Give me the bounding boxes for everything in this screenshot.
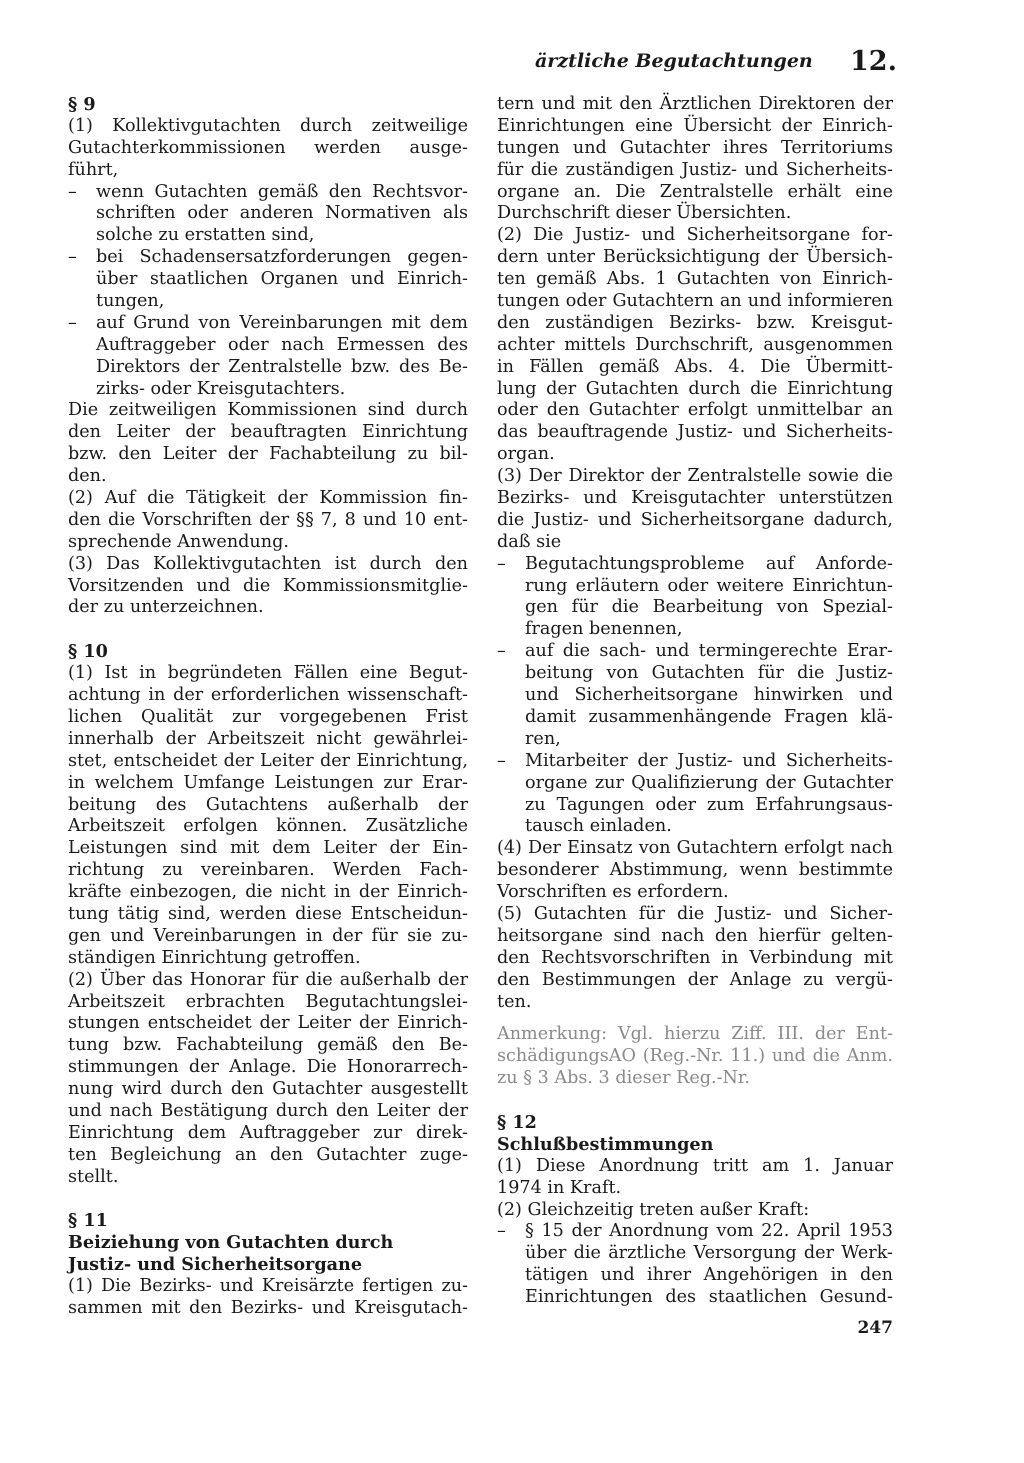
text-line: stungen entscheidet der Leiter der Einrich- bbox=[68, 1013, 468, 1034]
text-line: fragen benennen, bbox=[525, 619, 683, 640]
left-column bbox=[68, 94, 468, 1320]
text-line: der zu unterzeichnen. bbox=[68, 597, 264, 618]
list-item bbox=[497, 641, 893, 750]
text-line: (2) Über das Honorar für die außerhalb der bbox=[68, 969, 468, 990]
text-line: zirks- oder Kreisgutachters. bbox=[96, 378, 346, 399]
text-line: oder den Gutachter erfolgt unmittelbar an bbox=[497, 400, 893, 421]
section-gap bbox=[68, 1189, 468, 1211]
section-11-title: Beiziehung von Gutachten durch bbox=[68, 1232, 394, 1254]
text-line: kräfte einbezogen, die nicht in der Einrich- bbox=[68, 882, 468, 903]
text-line: Mitarbeiter der Justiz- und Sicherheits- bbox=[525, 750, 893, 771]
text-line: und Sicherheitsorgane hinwirken und bbox=[525, 685, 893, 706]
text-line: damit zusammenhängende Fragen klä- bbox=[525, 706, 893, 727]
text-line: Arbeitszeit erfolgen können. Zusätzliche bbox=[68, 816, 468, 837]
text-line: den Bestimmungen der Anlage zu vergü- bbox=[497, 969, 893, 990]
text-line: sammen mit den Bezirks- und Kreisgutach- bbox=[68, 1297, 468, 1318]
right-column bbox=[497, 94, 893, 1309]
section-11-heading: § 11 bbox=[68, 1210, 108, 1232]
text-line: § 15 der Anordnung vom 22. April 1953 bbox=[525, 1221, 893, 1242]
text-line: tausch einladen. bbox=[525, 816, 672, 837]
text-line: Einrichtung dem Auftraggeber zur direk- bbox=[68, 1122, 468, 1143]
text-line: tätigen und ihrer Angehörigen in den bbox=[525, 1265, 893, 1286]
section-9-heading: § 9 bbox=[68, 94, 96, 115]
text-line: zu Tagungen oder zum Erfahrungsaus- bbox=[525, 794, 893, 815]
text-line: den. bbox=[68, 466, 107, 487]
text-line: rung erläutern oder weitere Einrichtun- bbox=[525, 575, 893, 596]
note-gap bbox=[497, 1013, 893, 1024]
text-line: den Leiter der beauftragten Einrichtung bbox=[68, 422, 468, 443]
text-line: organ. bbox=[497, 444, 555, 465]
text-line: wenn Gutachten gemäß den Rechtsvor- bbox=[96, 181, 468, 202]
list-item bbox=[497, 554, 893, 642]
text-line: bei Schadensersatzforderungen gegen- bbox=[96, 247, 468, 268]
text-line: und nach Bestätigung durch den Leiter der bbox=[68, 1100, 468, 1121]
text-line: tungen oder Gutachtern an und informieren bbox=[497, 291, 893, 312]
list-item bbox=[68, 182, 468, 248]
text-line: über staatlichen Organen und Einrich- bbox=[96, 269, 468, 290]
text-line: beitung des Gutachtens außerhalb der bbox=[68, 794, 468, 815]
text-line: führt, bbox=[68, 159, 119, 180]
dash-bullet: – bbox=[497, 553, 506, 574]
text-line: Gutachterkommissionen werden ausge- bbox=[68, 137, 468, 158]
page-number: 247 bbox=[857, 1318, 893, 1338]
text-line: richtung zu vereinbaren. Werden Fach- bbox=[68, 860, 468, 881]
text-line: (1) Kollektivgutachten durch zeitweilige bbox=[68, 115, 468, 136]
text-line: bzw. den Leiter der Fachabteilung zu bil- bbox=[68, 444, 468, 465]
text-line: dern unter Berücksichtigung der Übersich- bbox=[497, 247, 893, 268]
text-line: Arbeitszeit erbrachten Begutachtungslei- bbox=[68, 991, 468, 1012]
dash-bullet: – bbox=[68, 181, 77, 202]
section-10-heading: § 10 bbox=[68, 641, 108, 663]
list-item bbox=[497, 1221, 893, 1309]
list-item bbox=[68, 247, 468, 313]
text-line: lichen Qualität zur vorgegebenen Frist bbox=[68, 706, 468, 727]
note-line: zu § 3 Abs. 3 dieser Reg.-Nr. bbox=[497, 1068, 751, 1089]
list-item bbox=[68, 313, 468, 401]
text-line: die Justiz- und Sicherheitsorgane dadurch, bbox=[497, 509, 893, 530]
text-line: den die Vorschriften der §§ 7, 8 und 10 ent- bbox=[68, 509, 468, 530]
text-line: Durchschrift dieser Übersichten. bbox=[497, 203, 792, 224]
text-line: besonderer Abstimmung, wenn bestimmte bbox=[497, 860, 893, 881]
text-line: tern und mit den Ärztlichen Direktoren der bbox=[497, 94, 893, 114]
text-line: lung der Gutachten durch die Einrichtung bbox=[497, 378, 893, 399]
text-line: ständigen Einrichtung getroffen. bbox=[68, 947, 361, 968]
text-line: stimmungen der Anlage. Die Honorarrech- bbox=[68, 1057, 468, 1078]
text-line: für die zuständigen Justiz- und Sicherheits- bbox=[497, 159, 893, 180]
text-line: achtung in der erforderlichen wissenschaft- bbox=[68, 685, 468, 706]
text-line: Einrichtungen eine Übersicht der Einrich- bbox=[497, 115, 893, 136]
text-line: auf die sach- und termingerechte Erar- bbox=[525, 641, 893, 662]
text-line: (5) Gutachten für die Justiz- und Sicher- bbox=[497, 903, 893, 924]
text-line: Leistungen sind mit dem Leiter der Ein- bbox=[68, 838, 468, 859]
text-line: Einrichtungen des staatlichen Gesund- bbox=[525, 1287, 893, 1308]
dash-bullet: – bbox=[68, 247, 77, 268]
text-line: stet, entscheidet der Leiter der Einrichtung, bbox=[68, 750, 468, 771]
text-line: ren, bbox=[525, 728, 561, 749]
text-line: stellt. bbox=[68, 1166, 119, 1187]
dash-bullet: – bbox=[497, 750, 506, 771]
section-gap bbox=[497, 1090, 893, 1112]
text-line: den zuständigen Bezirks- bzw. Kreisgut- bbox=[497, 312, 893, 333]
text-line: ten Begleichung an den Gutachter zuge- bbox=[68, 1144, 468, 1165]
dash-bullet: – bbox=[497, 641, 506, 662]
text-line: Bezirks- und Kreisgutachter unterstützen bbox=[497, 488, 893, 509]
text-line: (1) Diese Anordnung tritt am 1. Januar bbox=[497, 1155, 893, 1176]
text-line: in welchem Umfange Leistungen zur Erar- bbox=[68, 772, 468, 793]
text-line: (1) Ist in begründeten Fällen eine Begut- bbox=[68, 663, 468, 684]
text-line: daß sie bbox=[497, 531, 562, 552]
text-line: 1974 in Kraft. bbox=[497, 1177, 622, 1198]
text-line: (2) Die Justiz- und Sicherheitsorgane for- bbox=[497, 225, 893, 246]
text-line: innerhalb der Arbeitszeit nicht gewährlei- bbox=[68, 728, 468, 749]
note-line: schädigungsAO (Reg.-Nr. 11.) und die Anm. bbox=[497, 1046, 893, 1067]
section-11-title: Justiz- und Sicherheitsorgane bbox=[68, 1254, 363, 1276]
text-line: solche zu erstatten sind, bbox=[96, 225, 315, 246]
annotation-note bbox=[497, 1024, 893, 1090]
section-12-title: Schlußbestimmungen bbox=[497, 1133, 714, 1155]
text-line: Begutachtungsprobleme auf Anforde- bbox=[525, 553, 893, 574]
dash-bullet: – bbox=[68, 312, 77, 333]
text-line: gen und Vereinbarungen in der für sie zu- bbox=[68, 925, 468, 946]
text-line: den Rechtsvorschriften in Verbindung mit bbox=[497, 947, 893, 968]
text-line: heitsorgane sind nach den hierfür gelten- bbox=[497, 925, 893, 946]
dash-bullet: – bbox=[497, 1221, 506, 1242]
text-line: (3) Der Direktor der Zentralstelle sowie die bbox=[497, 466, 893, 487]
text-line: organe zur Qualifizierung der Gutachter bbox=[525, 772, 893, 793]
text-line: Die zeitweiligen Kommissionen sind durch bbox=[68, 400, 468, 421]
text-line: achter mittels Durchschrift, ausgenommen bbox=[497, 334, 893, 355]
text-line: (2) Auf die Tätigkeit der Kommission fin- bbox=[68, 488, 468, 509]
text-line: über die ärztliche Versorgung der Werk- bbox=[525, 1243, 893, 1264]
text-line: tungen, bbox=[96, 291, 165, 312]
chapter-number: 12. bbox=[850, 46, 897, 77]
text-line: schriften oder anderen Normativen als bbox=[96, 203, 468, 224]
note-line: Anmerkung: Vgl. hierzu Ziff. III. der Ent- bbox=[497, 1024, 893, 1045]
text-line: auf Grund von Vereinbarungen mit dem bbox=[96, 312, 468, 333]
list-item bbox=[497, 751, 893, 839]
text-line: sprechende Anwendung. bbox=[68, 531, 289, 552]
text-line: tung tätig sind, werden diese Entscheidun- bbox=[68, 903, 468, 924]
text-line: das beauftragende Justiz- und Sicherheits- bbox=[497, 422, 893, 443]
text-line: ten gemäß Abs. 1 Gutachten von Einrich- bbox=[497, 269, 893, 290]
text-line: (2) Gleichzeitig treten außer Kraft: bbox=[497, 1199, 810, 1220]
text-line: beitung von Gutachten für die Justiz- bbox=[525, 663, 893, 684]
text-line: in Fällen gemäß Abs. 4. Die Übermitt- bbox=[497, 356, 893, 377]
text-line: Vorschriften es erfordern. bbox=[497, 882, 729, 903]
section-gap bbox=[68, 619, 468, 641]
text-line: (1) Die Bezirks- und Kreisärzte fertigen zu- bbox=[68, 1276, 468, 1297]
text-line: gen für die Bearbeitung von Spezial- bbox=[525, 597, 893, 618]
text-line: Direktors der Zentralstelle bzw. des Be- bbox=[96, 356, 468, 377]
text-line: tungen und Gutachter ihres Territoriums bbox=[497, 137, 893, 158]
text-line: Auftraggeber oder nach Ermessen des bbox=[96, 334, 468, 355]
text-line: (4) Der Einsatz von Gutachtern erfolgt nach bbox=[497, 838, 893, 859]
text-line: Vorsitzenden und die Kommissionsmitglie- bbox=[68, 575, 468, 596]
section-12-heading: § 12 bbox=[497, 1111, 537, 1133]
text-line: ten. bbox=[497, 991, 532, 1012]
text-line: organe an. Die Zentralstelle erhält eine bbox=[497, 181, 893, 202]
running-header bbox=[535, 46, 897, 82]
text-line: nung wird durch den Gutachter ausgestellt bbox=[68, 1079, 468, 1100]
text-line: tung bzw. Fachabteilung gemäß den Be- bbox=[68, 1035, 468, 1056]
running-title: ärztliche Begutachtungen bbox=[535, 50, 813, 72]
text-line: (3) Das Kollektivgutachten ist durch den bbox=[68, 553, 468, 574]
